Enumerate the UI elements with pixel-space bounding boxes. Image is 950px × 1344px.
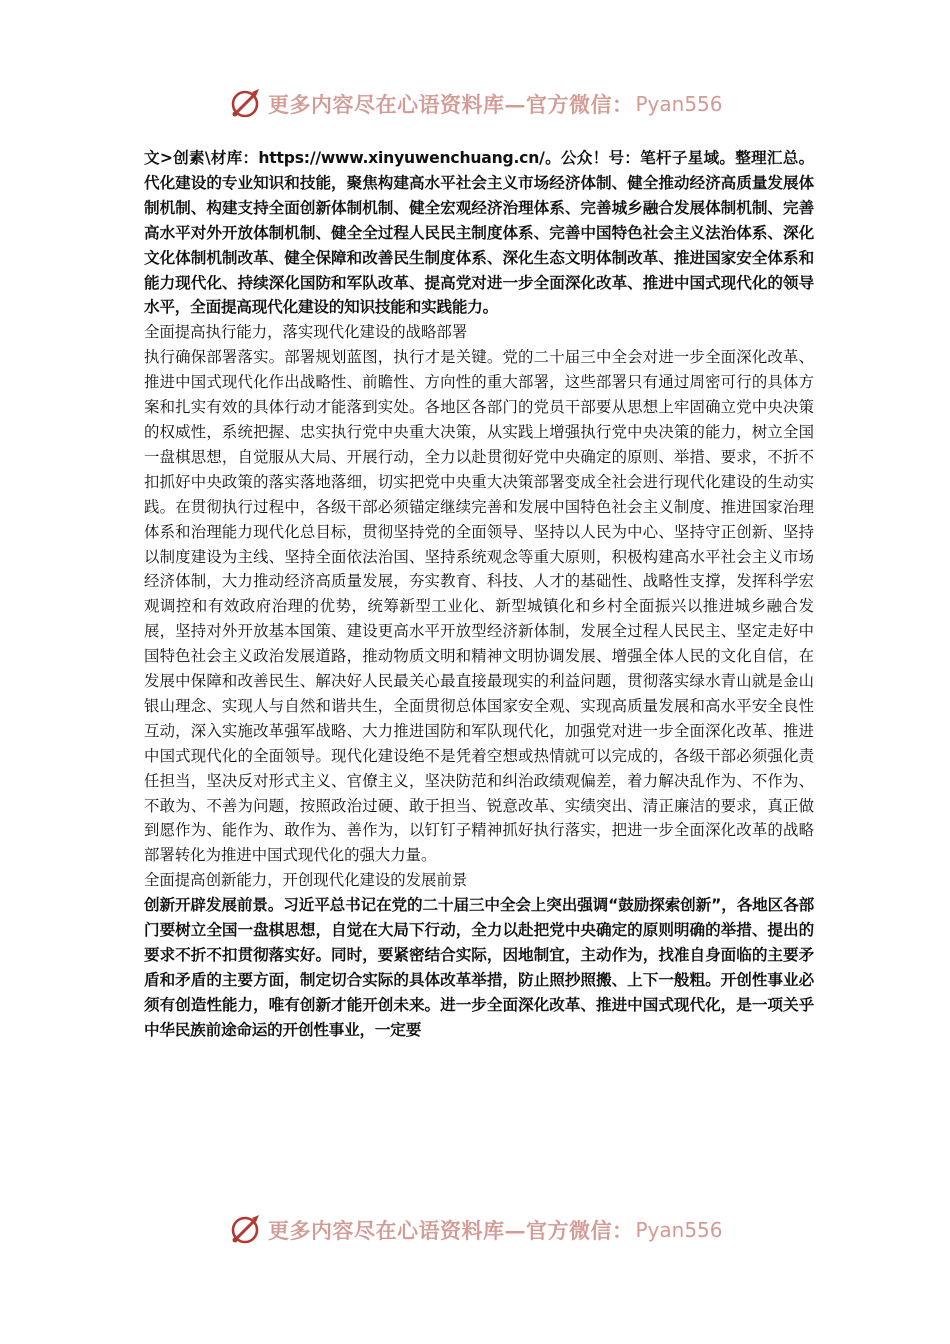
banner-wechat-id: Pyan556 [635,92,723,116]
brush-logo-icon [228,86,264,122]
intro-paragraph: 文>创素\材库：https://www.xinyuwenchuang.cn/。公众！号：笔杆子星域。整理汇总。代化建设的专业知识和技能，聚焦构建高水平社会主义市场经济体制、健全推动经济高质量发展体制机制、构建支持全面创新体制机制、健全宏观经济治理体系、完善城乡融合发展体制机制、完善高水平对外开放体制机制、健全全过程人民民主制度体系、完善中国特色社会主义法治体系、深化文化体制机制改革、健全保障和改善民生制度体系、深化生态文明体制改革、推进国家安全体系和能力现代化、持续深化国防和军队改革、提高党对进一步全面深化改革、推进中国式现代化的领导水平，全面提高现代化建设的知识技能和实践能力。 [144,149,814,317]
header-banner [228,84,748,124]
banner-wechat-id: Pyan556 [635,1218,723,1242]
brush-logo-icon [228,1212,264,1248]
banner-text: 更多内容尽在心语资料库—官方微信： [268,1218,634,1243]
section-heading-innovation: 全面提高创新能力，开创现代化建设的发展前景 [144,871,468,890]
section-heading-execution: 全面提高执行能力，落实现代化建设的战略部署 [144,323,468,342]
banner-text: 更多内容尽在心语资料库—官方微信： [268,92,634,117]
execution-paragraph: 执行确保部署落实。部署规划蓝图，执行才是关键。党的二十届三中全会对进一步全面深化改革、推进中国式现代化作出战略性、前瞻性、方向性的重大部署，这些部署只有通过周密可行的具体方案和扎实有效的具体行动才能落到实处。各地区各部门的党员干部要从思想上牢固确立党中央决策的权威性，系统把握、忠实执行党中央重大决策，从实践上增强执行党中央决策的能力，树立全国一盘棋思想，自觉服从大局、开展行动，全力以赴贯彻好党中央确定的原则、举措、要求，不折不扣抓好中央政策的落实落地落细，切实把党中央重大决策部署变成全社会进行现代化建设的生动实践。在贯彻执行过程中，各级干部必须锚定继续完善和发展中国特色社会主义制度、推进国家治理体系和治理能力现代化总目标，贯彻坚持党的全面领导、坚持以人民为中心、坚持守正创新、坚持以制度建设为主线、坚持全面依法治国、坚持系统观念等重大原则，积极构建高水平社会主义市场经济体制，大力推动经济高质量发展，夯实教育、科技、人才的基础性、战略性支撑，发挥科学宏观调控和有效政府治理的优势，统筹新型工业化、新型城镇化和乡村全面振兴以推进城乡融合发展，坚持对外开放基本国策、建设更高水平开放型经济新体制，发展全过程人民民主、坚定走好中国特色社会主义政治发展道路，推动物质文明和精神文明协调发展、增强全体人民的文化自信，在发展中保障和改善民生、解决好人民最关心最直接最现实的利益问题，贯彻落实绿水青山就是金山银山理念、实现人与自然和谐共生，全面贯彻总体国家安全观、实现高质量发展和高水平安全良性互动，深入实施改革强军战略、大力推进国防和军队现代化，加强党对进一步全面深化改革、推进中国式现代化的全面领导。现代化建设绝不是凭着空想或热情就可以完成的，各级干部必须强化责任担当，坚决反对形式主义、官僚主义，坚决防范和纠治政绩观偏差，着力解决乱作为、不作为、不敢为、不善为问题，按照政治过硬、敢于担当、锐意改革、实绩突出、清正廉洁的要求，真正做到愿作为、能作为、敢作为、善作为，以钉钉子精神抓好执行落实，把进一步全面深化改革的战略部署转化为推进中国式现代化的强大力量。 [144,348,814,865]
innovation-paragraph: 创新开辟发展前景。习近平总书记在党的二十届三中全会上突出强调“鼓励探索创新”，各地区各部门要树立全国一盘棋思想，自觉在大局下行动，全力以赴把党中央确定的原则明确的举措、提出的要求不折不扣贯彻落实好。同时，要紧密结合实际，因地制宜，主动作为，找准自身面临的主要矛盾和矛盾的主要方面，制定切合实际的具体改革举措，防止照抄照搬、上下一般粗。开创性事业必须有创造性能力，唯有创新才能开创未来。进一步全面深化改革、推进中国式现代化，是一项关乎中华民族前途命运的开创性事业，一定要 [144,896,814,1039]
article-body [144,146,814,1043]
footer-banner [228,1210,748,1250]
